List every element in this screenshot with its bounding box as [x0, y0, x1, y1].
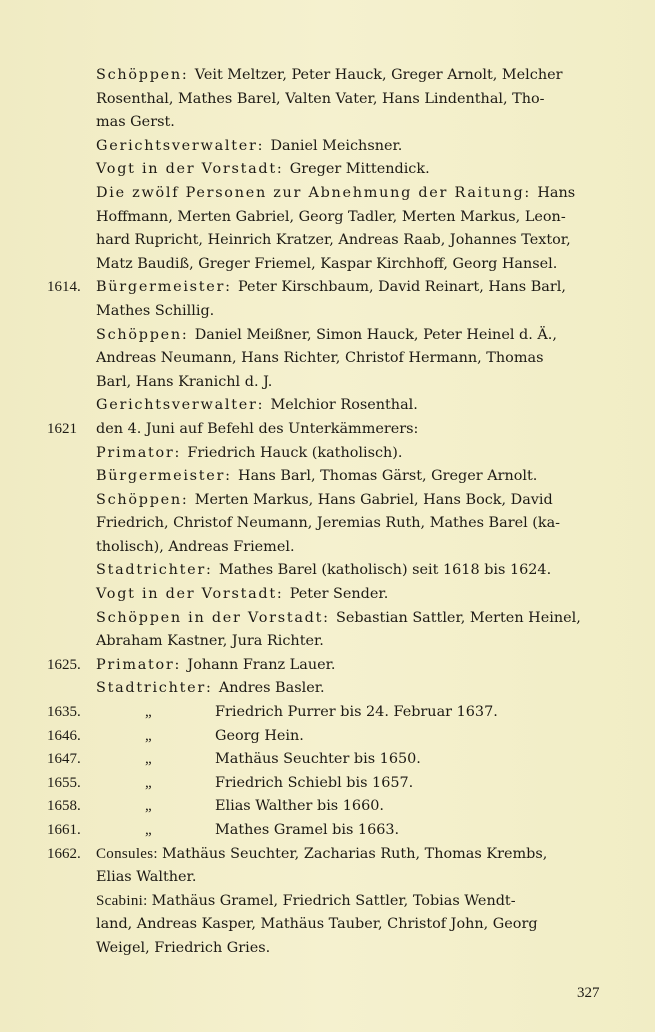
- role-label: Bürgermeister:: [96, 279, 239, 296]
- text-line: [0, 88, 655, 112]
- text-line: [0, 654, 655, 678]
- entry-text: Sebastian Sattler, Merten Heinel,: [335, 609, 581, 626]
- entry-body: [96, 465, 603, 489]
- text-line: [0, 725, 655, 749]
- entry-text: Mathäus Seuchter bis 1650.: [215, 751, 421, 768]
- text-line: [0, 64, 655, 88]
- role-label: Schöppen:: [96, 67, 195, 83]
- text-line: [0, 276, 655, 300]
- text-line: [0, 253, 655, 277]
- entry-text: Mathäus Seuchter, Zacharias Ruth, Thomas Krembs,: [161, 845, 548, 862]
- text-line: [0, 465, 655, 489]
- text-line: [0, 559, 655, 583]
- role-label: Die zwölf Personen zur Abnehmung der Raitung:: [96, 184, 538, 201]
- year-label: 1614.: [47, 279, 81, 296]
- entry-body: [96, 394, 603, 418]
- entry-body: [96, 158, 603, 182]
- year-label: 1661.: [47, 822, 81, 838]
- role-label: Stadtrichter:: [96, 680, 219, 697]
- entry-body: [96, 559, 603, 583]
- role-label: Schöppen:: [96, 326, 195, 343]
- entry-text: Friedrich Hauck (katholisch).: [187, 444, 403, 461]
- entry-body: [96, 583, 603, 607]
- text-line: [0, 583, 655, 607]
- role-label: Gerichtsverwalter:: [96, 397, 271, 414]
- text-line: [0, 135, 655, 159]
- text-line: [0, 630, 655, 654]
- entry-body: [96, 677, 603, 701]
- entry-body: [96, 442, 603, 466]
- text-line: [0, 748, 655, 772]
- entry-body: [96, 866, 603, 890]
- entry-body: [96, 654, 603, 678]
- entry-text: Andres Basler.: [218, 680, 325, 697]
- year-label: 1647.: [47, 751, 81, 768]
- entry-text: hard Rupricht, Heinrich Kratzer, Andreas Raab, Johannes Textor,: [96, 232, 571, 249]
- entry-text: Hans Barl, Thomas Gärst, Greger Arnolt.: [238, 468, 538, 485]
- entry-body: [96, 253, 603, 277]
- entry-text: Elias Walther bis 1660.: [215, 798, 384, 815]
- entry-text: Mathes Schillig.: [96, 302, 215, 319]
- entry-text: Melchior Rosenthal.: [270, 397, 418, 414]
- entry-text: Friedrich, Christof Neumann, Jeremias Ruth, Mathes Barel (ka-: [96, 515, 561, 532]
- text-line: [0, 324, 655, 348]
- role-label: Vogt in der Vorstadt:: [96, 586, 290, 603]
- entry-text: Peter Kirschbaum, David Reinart, Hans Barl,: [238, 279, 566, 296]
- latin-role-label: Consules:: [96, 845, 162, 862]
- entry-body: [96, 418, 603, 442]
- entry-body: [96, 111, 603, 135]
- text-line: [0, 701, 655, 725]
- page-number: 327: [577, 985, 600, 1001]
- role-label: Schöppen in der Vorstadt:: [96, 609, 336, 626]
- text-line: [0, 229, 655, 253]
- entry-body: [96, 937, 603, 961]
- entry-body: [96, 64, 603, 88]
- entry-text: Friedrich Purrer bis 24. Februar 1637.: [215, 704, 498, 721]
- text-line: [0, 937, 655, 961]
- entry-body: [96, 607, 603, 631]
- year-label: 1635.: [47, 704, 81, 721]
- entry-text: Friedrich Schiebl bis 1657.: [215, 774, 414, 791]
- entry-body: [96, 843, 603, 867]
- entry-text: Andreas Neumann, Hans Richter, Christof Hermann, Thomas: [96, 350, 544, 367]
- entry-body: [96, 276, 603, 300]
- entry-text: Hoffmann, Merten Gabriel, Georg Tadler, Merten Markus, Leon-: [96, 208, 566, 225]
- text-line: [0, 819, 655, 843]
- entry-body: [96, 371, 603, 395]
- latin-role-label: Scabini:: [96, 892, 152, 909]
- entry-body: [96, 536, 603, 560]
- text-line: [0, 913, 655, 937]
- text-line: [0, 442, 655, 466]
- entry-body: [96, 489, 603, 513]
- entry-text: Greger Mittendick.: [289, 161, 430, 178]
- entry-body: [96, 324, 603, 348]
- ditto-mark: „: [145, 774, 152, 791]
- entry-text: Abraham Kastner, Jura Richter.: [96, 633, 324, 650]
- text-line: [0, 843, 655, 867]
- year-label: 1625.: [47, 656, 81, 673]
- text-line: [0, 536, 655, 560]
- entry-text: tholisch), Andreas Friemel.: [96, 538, 295, 555]
- text-line: [0, 371, 655, 395]
- entry-body: [96, 913, 603, 937]
- ditto-mark: „: [145, 822, 152, 838]
- year-label: 1655.: [47, 774, 81, 791]
- entry-text: Merten Markus, Hans Gabriel, Hans Bock, David: [194, 491, 553, 508]
- text-line: [0, 677, 655, 701]
- text-line: [0, 607, 655, 631]
- entry-text: Barl, Hans Kranichl d. J.: [96, 373, 273, 390]
- text-line: [0, 300, 655, 324]
- role-label: Gerichtsverwalter:: [96, 137, 271, 154]
- entry-text: Georg Hein.: [215, 727, 304, 744]
- entry-body: [96, 229, 603, 253]
- ditto-mark: „: [145, 704, 152, 721]
- text-line: [0, 394, 655, 418]
- entry-text: Johann Franz Lauer.: [187, 656, 336, 673]
- role-label: Stadtrichter:: [96, 562, 219, 579]
- entry-text: Mathäus Gramel, Friedrich Sattler, Tobias Wendt-: [151, 892, 516, 909]
- entry-text: mas Gerst.: [96, 114, 175, 131]
- entry-text: Daniel Meißner, Simon Hauck, Peter Heinel d. Ä.,: [194, 326, 557, 343]
- year-label: 1662.: [47, 845, 81, 862]
- role-label: Primator:: [96, 444, 188, 461]
- entry-body: [96, 512, 603, 536]
- text-line: [0, 890, 655, 914]
- entry-text: Elias Walther.: [96, 869, 197, 886]
- chronicle-list: [0, 64, 655, 961]
- role-label: Bürgermeister:: [96, 468, 239, 485]
- text-line: [0, 489, 655, 513]
- text-line: [0, 512, 655, 536]
- text-line: [0, 182, 655, 206]
- entry-text: Mathes Barel (katholisch) seit 1618 bis 1624.: [218, 562, 552, 579]
- text-line: [0, 206, 655, 230]
- entry-text: Daniel Meichsner.: [270, 137, 403, 154]
- entry-text: Peter Sender.: [289, 586, 389, 603]
- entry-text: Hans: [537, 184, 576, 201]
- entry-text: land, Andreas Kasper, Mathäus Tauber, Christof John, Georg: [96, 916, 538, 933]
- entry-text: Veit Meltzer, Peter Hauck, Greger Arnolt, Melcher: [194, 67, 563, 83]
- entry-body: [96, 135, 603, 159]
- year-label: 1646.: [47, 727, 81, 744]
- text-line: [0, 772, 655, 796]
- entry-text: Weigel, Friedrich Gries.: [96, 939, 271, 956]
- role-label: Primator:: [96, 656, 188, 673]
- entry-body: [96, 890, 603, 914]
- entry-text: Rosenthal, Mathes Barel, Valten Vater, Hans Lindenthal, Tho-: [96, 90, 545, 107]
- role-label: Vogt in der Vorstadt:: [96, 161, 290, 178]
- text-line: [0, 795, 655, 819]
- ditto-mark: „: [145, 727, 152, 744]
- text-line: [0, 111, 655, 135]
- entry-body: [96, 206, 603, 230]
- entry-text: Mathes Gramel bis 1663.: [215, 822, 400, 838]
- entry-body: [96, 300, 603, 324]
- entry-body: [96, 182, 603, 206]
- text-line: [0, 158, 655, 182]
- entry-text: den 4. Juni auf Befehl des Unterkämmerers:: [96, 420, 419, 437]
- entry-body: [96, 630, 603, 654]
- text-line: [0, 866, 655, 890]
- entry-text: Matz Baudiß, Greger Friemel, Kaspar Kirchhoff, Georg Hansel.: [96, 255, 558, 272]
- ditto-mark: „: [145, 751, 152, 768]
- role-label: Schöppen:: [96, 491, 195, 508]
- text-line: [0, 347, 655, 371]
- year-label: 1621: [47, 420, 77, 437]
- entry-body: [96, 347, 603, 371]
- year-label: 1658.: [47, 798, 81, 815]
- entry-body: [96, 88, 603, 112]
- text-line: [0, 418, 655, 442]
- ditto-mark: „: [145, 798, 152, 815]
